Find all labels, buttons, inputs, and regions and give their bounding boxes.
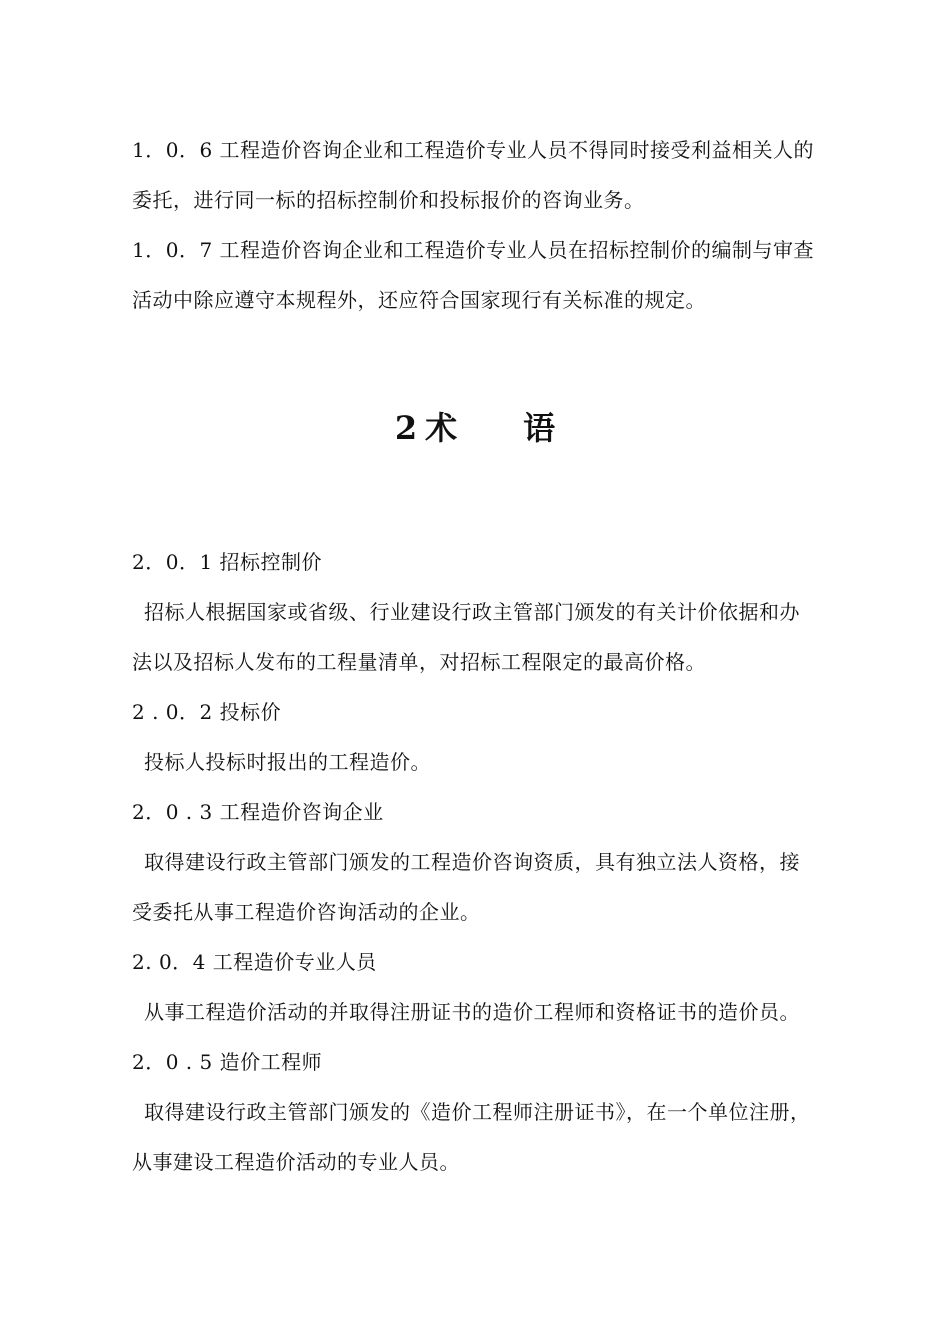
chapter-number: 2 [394,409,418,447]
clause-1-0-6-line-1: 1．0．6 工程造价咨询企业和工程造价专业人员不得同时接受利益相关人的 [132,138,815,162]
term-2-0-5-title: 2．0 . 5 造价工程师 [132,1050,323,1074]
term-2-0-1-title: 2．0．1 招标控制价 [132,550,323,574]
clause-1-0-6-line-2: 委托，进行同一标的招标控制价和投标报价的咨询业务。 [132,188,645,212]
term-2-0-1-definition-line-1: 招标人根据国家或省级、行业建设行政主管部门颁发的有关计价依据和办 [144,600,800,624]
term-2-0-3-definition-line-1: 取得建设行政主管部门颁发的工程造价咨询资质，具有独立法人资格，接 [144,850,800,874]
term-2-0-2-title: 2 . 0．2 投标价 [132,700,282,724]
term-2-0-3-definition-line-2: 受委托从事工程造价咨询活动的企业。 [132,900,481,924]
chapter-title-char-2: 语 [523,409,556,447]
chapter-title-char-1: 术 [425,409,458,447]
term-2-0-3-title: 2．0 . 3 工程造价咨询企业 [132,800,384,824]
term-2-0-5-definition-line-2: 从事建设工程造价活动的专业人员。 [132,1150,460,1174]
clause-1-0-7-line-2: 活动中除应遵守本规程外，还应符合国家现行有关标准的规定。 [132,288,706,312]
term-2-0-5-definition-line-1: 取得建设行政主管部门颁发的《造价工程师注册证书》，在一个单位注册， [144,1100,811,1124]
term-2-0-4-title: 2. 0．4 工程造价专业人员 [132,950,377,974]
term-2-0-1-definition-line-2: 法以及招标人发布的工程量清单，对招标工程限定的最高价格。 [132,650,706,674]
chapter-heading [0,408,950,448]
term-2-0-4-definition-line-1: 从事工程造价活动的并取得注册证书的造价工程师和资格证书的造价员。 [144,1000,800,1024]
term-2-0-2-definition-line-1: 投标人投标时报出的工程造价。 [144,750,431,774]
clause-1-0-7-line-1: 1．0．7 工程造价咨询企业和工程造价专业人员在招标控制价的编制与审查 [132,238,815,262]
